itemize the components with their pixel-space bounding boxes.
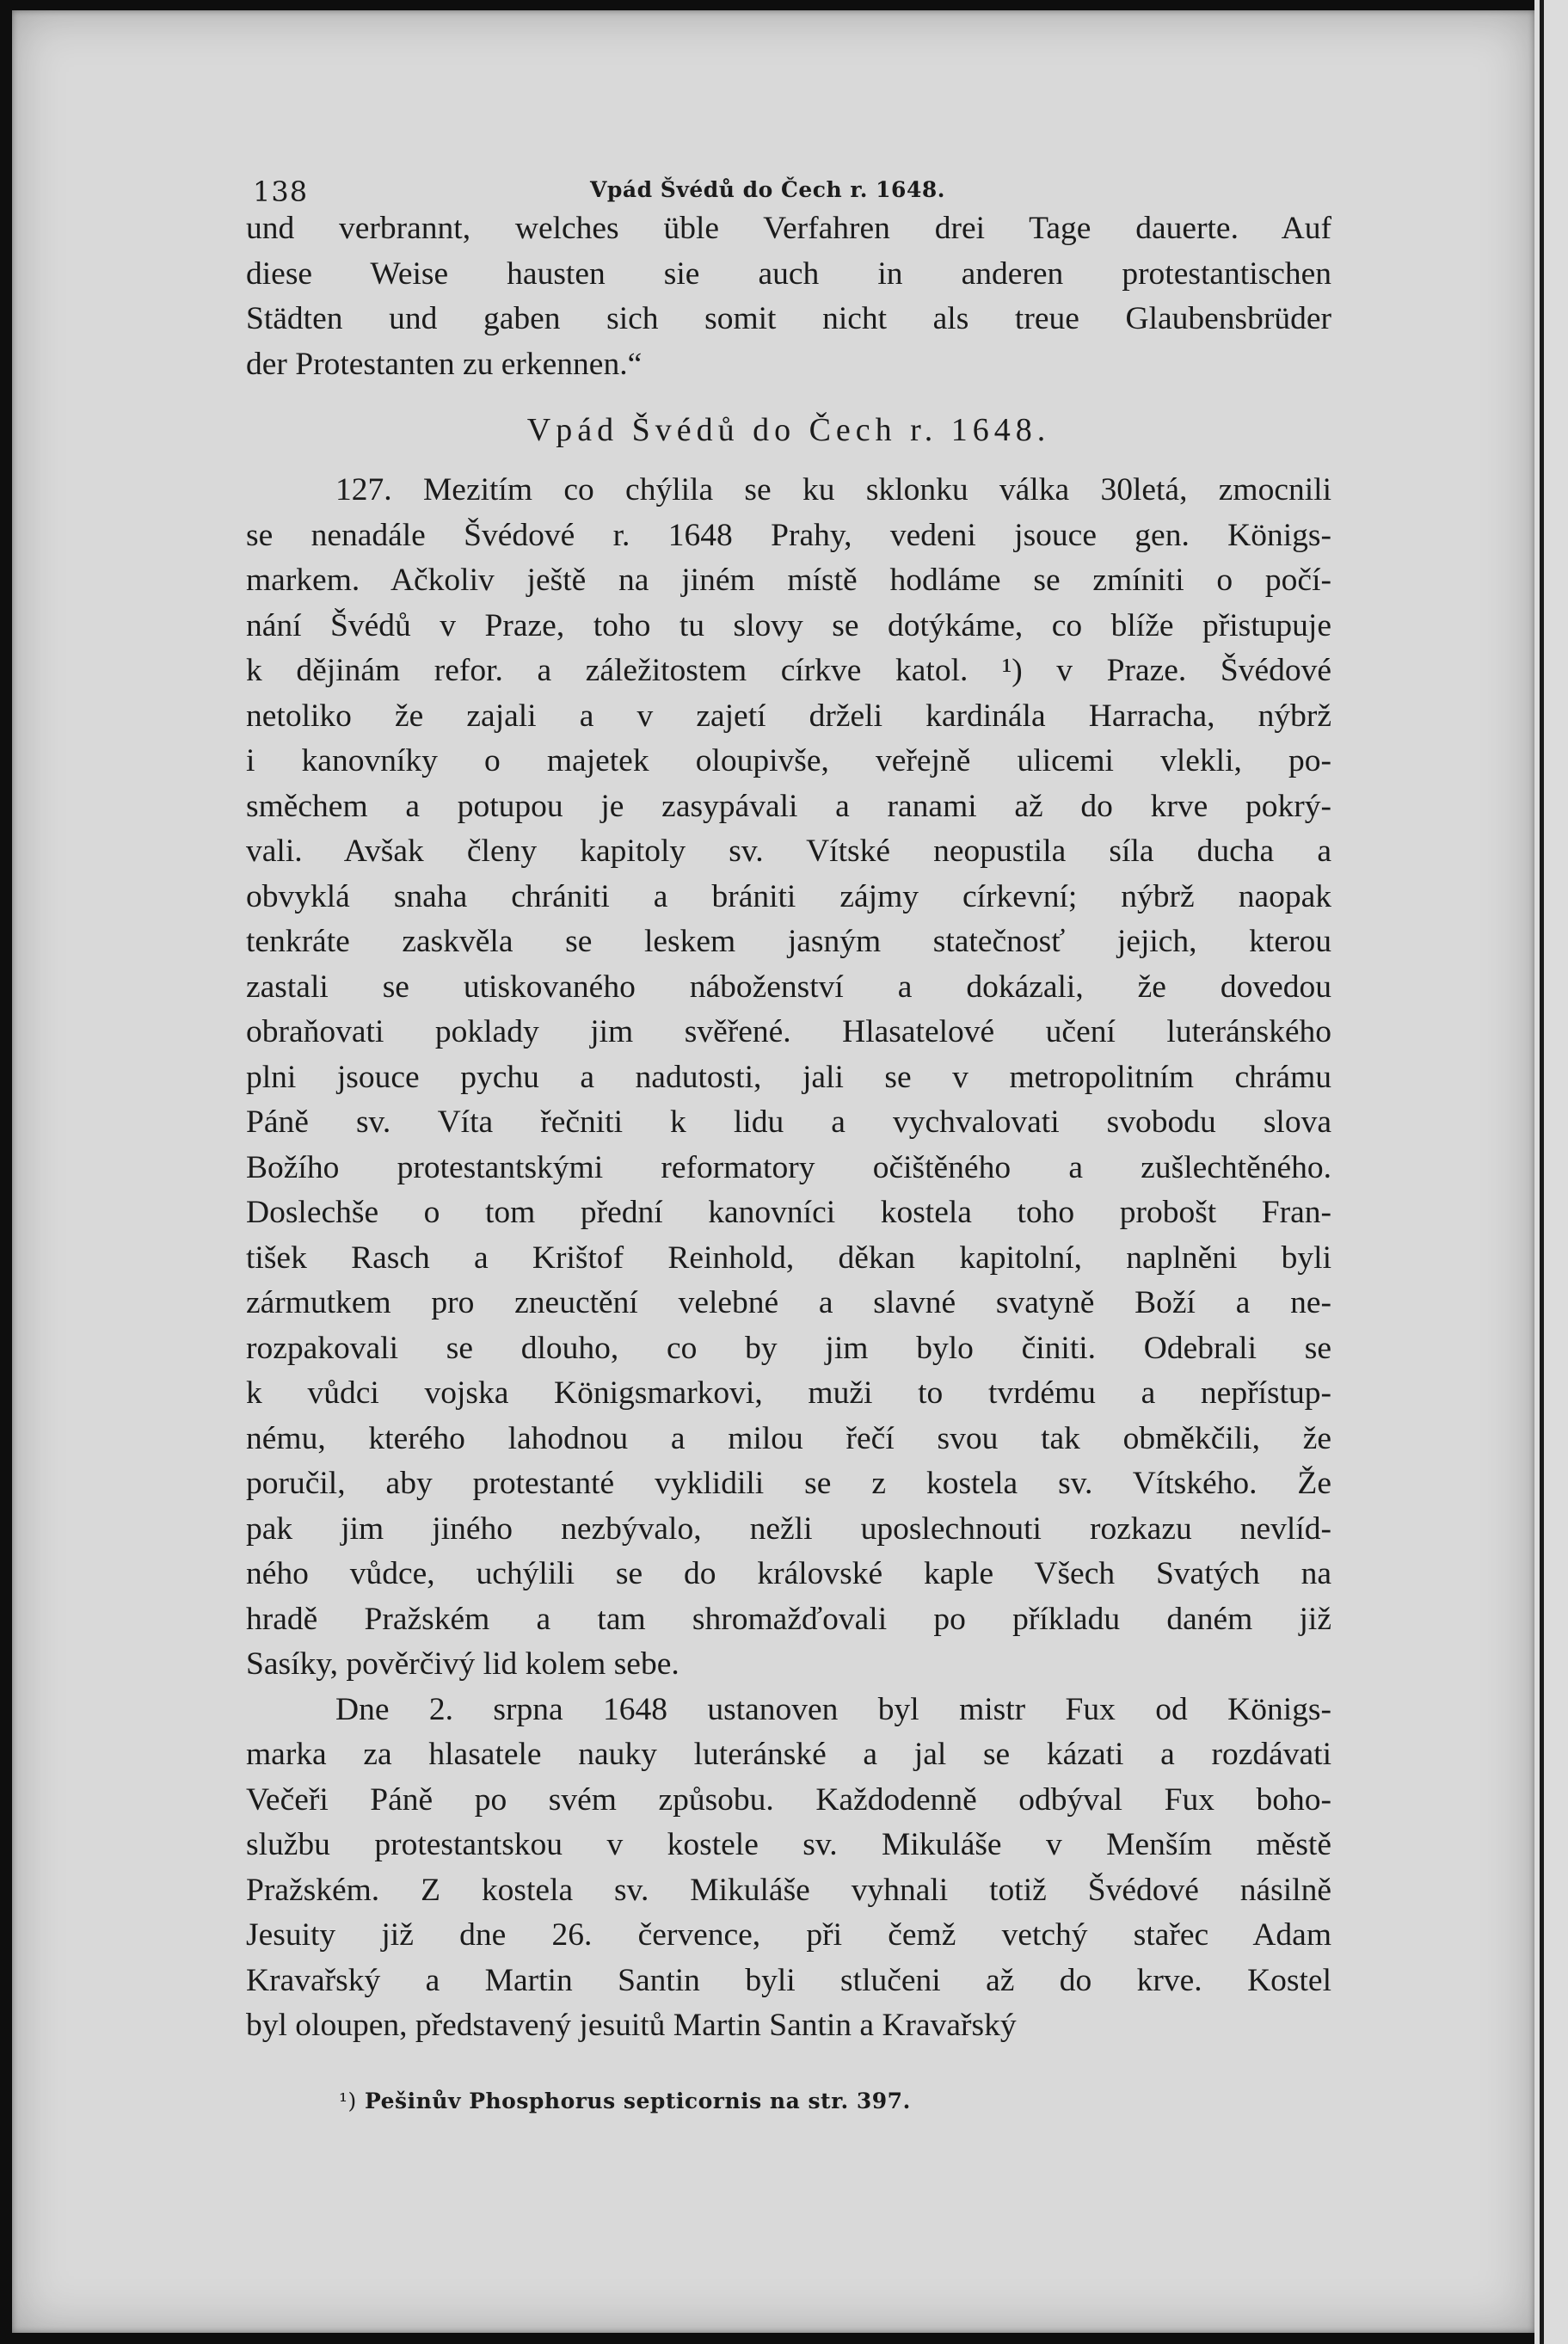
text-line: k dějinám refor. a záležitostem církve katol. ¹) v Praze. Švédové bbox=[246, 653, 1331, 688]
text-line: marka za hlasatele nauky luteránské a jal se kázati a rozdávati bbox=[246, 1737, 1331, 1772]
text-line: netoliko že zajali a v zajetí drželi kardinála Harracha, nýbrž bbox=[246, 698, 1331, 734]
text-line: zármutkem pro zneuctění velebné a slavné svatyně Boží a ne- bbox=[246, 1285, 1331, 1320]
text-line: i kanovníky o majetek oloupivše, veřejně ulicemi vlekli, po- bbox=[246, 743, 1331, 778]
text-line: obvyklá snaha chrániti a brániti zájmy církevní; nýbrž naopak bbox=[246, 878, 1331, 914]
text-line: der Protestanten zu erkennen.“ bbox=[246, 346, 643, 382]
paragraph-srpna bbox=[246, 1688, 1331, 2049]
text-line: Kravařský a Martin Santin byli stlučeni až do krve. Kostel bbox=[246, 1962, 1331, 1998]
continuation-text bbox=[246, 206, 1331, 387]
text-line: se nenadále Švédové r. 1648 Prahy, vedeni jsouce gen. Königs- bbox=[246, 517, 1331, 553]
text-line: tenkráte zaskvěla se leskem jasným statečnosť jejich, kterou bbox=[246, 924, 1331, 959]
running-header bbox=[246, 151, 1331, 206]
text-line: Jesuity již dne 26. července, při čemž vetchý stařec Adam bbox=[246, 1917, 1331, 1953]
text-line: pak jim jiného nezbývalo, nežli uposlechnouti rozkazu nevlíd- bbox=[246, 1510, 1331, 1547]
text-line: Sasíky, pověrčivý lid kolem sebe. bbox=[246, 1646, 679, 1682]
text-line: Božího protestantskými reformatory očištěného a zušlechtěného. bbox=[246, 1149, 1331, 1185]
text-line: hradě Pražském a tam shromažďovali po příkladu daném již bbox=[246, 1601, 1331, 1637]
footnote-text: Pešinův Phosphorus septicornis na str. 397. bbox=[365, 2088, 911, 2113]
footnote bbox=[246, 2089, 1331, 2113]
section-heading: Vpád Švédů do Čech r. 1648. bbox=[526, 412, 1051, 448]
text-line: vali. Avšak členy kapitoly sv. Vítské neopustila síla ducha a bbox=[246, 834, 1331, 869]
text-line: poručil, aby protestanté vyklidili se z kostela sv. Vítského. Že bbox=[246, 1466, 1331, 1501]
page-content bbox=[246, 151, 1331, 2113]
text-line: službu protestantskou v kostele sv. Mikuláše v Menším městě bbox=[246, 1827, 1331, 1862]
text-line: plni jsouce pychu a nadutosti, jali se v metropolitním chrámu bbox=[246, 1059, 1331, 1095]
text-line: markem. Ačkoliv ještě na jiném místě hodláme se zmíniti o počí- bbox=[246, 563, 1331, 598]
page-number: 138 bbox=[253, 175, 309, 208]
text-line: diese Weise hausten sie auch in anderen protestantischen bbox=[246, 255, 1331, 292]
text-line: obraňovati poklady jim svěřené. Hlasatelové učení luteránského bbox=[246, 1014, 1331, 1049]
text-line: nání Švédů v Praze, toho tu slovy se dotýkáme, co blíže přistupuje bbox=[246, 607, 1331, 643]
binding-edge-line bbox=[1540, 0, 1544, 2344]
text-line: zastali se utiskovaného náboženství a dokázali, že dovedou bbox=[246, 969, 1331, 1005]
text-line: ného vůdce, uchýlili se do královské kaple Všech Svatých na bbox=[246, 1556, 1331, 1591]
text-line: byl oloupen, představený jesuitů Martin Santin a Kravařský bbox=[246, 2008, 1017, 2043]
text-line: nému, kterého lahodnou a milou řečí svou tak obměkčili, že bbox=[246, 1420, 1331, 1456]
text-line: Doslechše o tom přední kanovníci kostela toho probošt Fran- bbox=[246, 1195, 1331, 1230]
text-line: Städten und gaben sich somit nicht als treue Glaubensbrüder bbox=[246, 301, 1331, 336]
text-line: k vůdci vojska Königsmarkovi, muži to tvrdému a nepřístup- bbox=[246, 1375, 1331, 1411]
text-line: Dne 2. srpna 1648 ustanoven byl mistr Fux od Königs- bbox=[335, 1691, 1331, 1727]
text-line: rozpakovali se dlouho, co by jim bylo činiti. Odebrali se bbox=[246, 1330, 1331, 1366]
text-line: Pražském. Z kostela sv. Mikuláše vyhnali totiž Švédové násilně bbox=[246, 1872, 1331, 1908]
footnote-marker: ¹) bbox=[339, 2088, 357, 2113]
text-line: 127. Mezitím co chýlila se ku sklonku válka 30letá, zmocnili bbox=[335, 472, 1331, 508]
text-line: Páně sv. Víta řečniti k lidu a vychvalovati svobodu slova bbox=[246, 1104, 1331, 1140]
text-line: und verbrannt, welches üble Verfahren drei Tage dauerte. Auf bbox=[246, 211, 1331, 246]
paragraph-127 bbox=[246, 468, 1331, 1688]
running-title: Vpád Švédů do Čech r. 1648. bbox=[590, 177, 945, 202]
text-line: Večeři Páně po svém způsobu. Každodenně odbýval Fux boho- bbox=[246, 1781, 1331, 1818]
footnote-spacer bbox=[246, 2049, 1331, 2089]
text-line: směchem a potupou je zasypávali a ranami až do krve pokrý- bbox=[246, 788, 1331, 824]
text-line: tišek Rasch a Krištof Reinhold, děkan kapitolní, naplněni byli bbox=[246, 1240, 1331, 1276]
